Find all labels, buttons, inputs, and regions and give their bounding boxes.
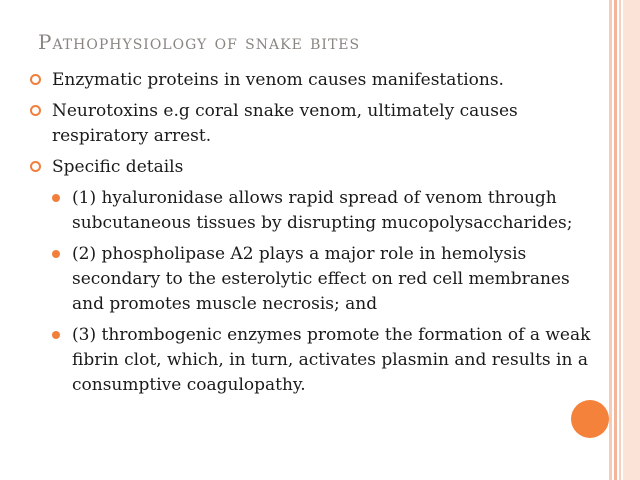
decorative-stripe xyxy=(619,0,621,480)
bullet-item xyxy=(30,68,600,93)
decorative-stripe xyxy=(609,0,612,480)
bullet-list xyxy=(30,68,600,404)
bullet-ring-icon xyxy=(30,105,41,116)
decorative-circle-icon xyxy=(571,400,609,438)
sub-bullet-text: (2) phospholipase A2 plays a major role in hemolysis secondary to the esterolytic effect on red cell membranes and promotes muscle necrosis; and xyxy=(72,244,570,314)
bullet-dot-icon xyxy=(52,250,60,258)
sub-bullet-item xyxy=(30,323,600,398)
bullet-text: Neurotoxins e.g coral snake venom, ultimately causes respiratory arrest. xyxy=(52,101,518,146)
decorative-stripe xyxy=(614,0,617,480)
decorative-stripe xyxy=(623,0,640,480)
bullet-text: Enzymatic proteins in venom causes manifestations. xyxy=(52,70,504,90)
bullet-text: Specific details xyxy=(52,157,184,177)
bullet-ring-icon xyxy=(30,161,41,172)
sub-bullet-item xyxy=(30,242,600,317)
sub-bullet-item xyxy=(30,186,600,236)
bullet-item xyxy=(30,99,600,149)
bullet-dot-icon xyxy=(52,331,60,339)
bullet-dot-icon xyxy=(52,194,60,202)
slide-title: Pathophysiology of snake bites xyxy=(38,30,361,54)
sub-bullet-text: (3) thrombogenic enzymes promote the formation of a weak fibrin clot, which, in turn, activates plasmin and results in a consumptive coagulopathy. xyxy=(72,325,591,395)
bullet-ring-icon xyxy=(30,74,41,85)
sub-bullet-text: (1) hyaluronidase allows rapid spread of venom through subcutaneous tissues by disrupting mucopolysaccharides; xyxy=(72,188,573,233)
bullet-item xyxy=(30,155,600,180)
